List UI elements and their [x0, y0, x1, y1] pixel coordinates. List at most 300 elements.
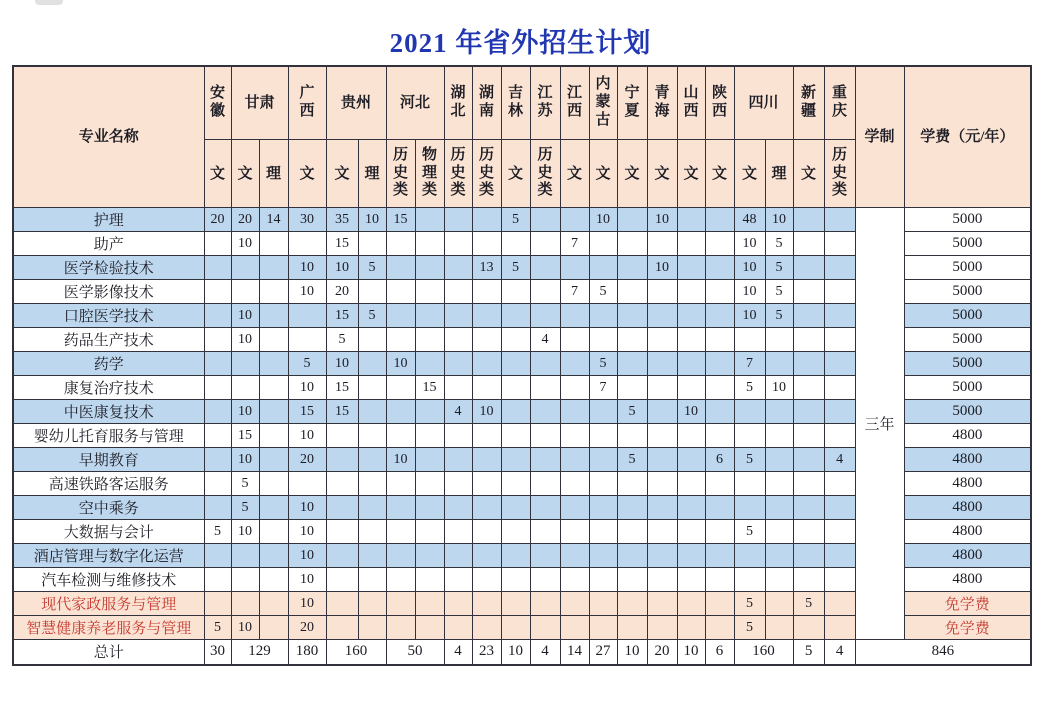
subject-header — [415, 140, 444, 208]
cell-shaanxi-wen — [705, 232, 734, 256]
cell-guizhou-wen: 10 — [326, 352, 358, 376]
cell-jilin-wen — [501, 592, 530, 616]
province-header-label: 吉林 — [508, 85, 524, 119]
cell-shaanxi-wen — [705, 616, 734, 640]
cell-shaanxi-wen — [705, 256, 734, 280]
cell-neimenggu-wen — [589, 616, 617, 640]
cell-guizhou-wen: 15 — [326, 400, 358, 424]
cell-gansu-li: 14 — [259, 208, 288, 232]
cell-guangxi-wen — [288, 472, 326, 496]
province-header: 河北 — [386, 66, 444, 140]
cell-chongqing-lishi — [824, 256, 855, 280]
cell-gansu-wen: 10 — [231, 448, 259, 472]
fee-cell: 5000 — [904, 280, 1031, 304]
row-label: 酒店管理与数字化运营 — [13, 544, 204, 568]
fee-cell: 4800 — [904, 472, 1031, 496]
row-label: 早期教育 — [13, 448, 204, 472]
cell-gansu-li — [259, 280, 288, 304]
cell-qinghai-wen — [647, 472, 677, 496]
cell-ningxia-wen — [617, 352, 647, 376]
cell-chongqing-lishi — [824, 304, 855, 328]
cell-guizhou-li — [358, 328, 386, 352]
cell-jiangxi-wen — [560, 520, 589, 544]
cell-neimenggu-wen: 5 — [589, 280, 617, 304]
cell-guizhou-wen — [326, 568, 358, 592]
cell-gansu-wen: 10 — [231, 232, 259, 256]
top-edge-artifact — [35, 0, 63, 5]
province-header — [677, 66, 705, 140]
cell-xinjiang-wen — [793, 568, 824, 592]
cell-sichuan-li: 5 — [765, 280, 793, 304]
cell-xinjiang-wen — [793, 232, 824, 256]
cell-qinghai-wen: 10 — [647, 256, 677, 280]
cell-qinghai-wen — [647, 376, 677, 400]
cell-jilin-wen — [501, 232, 530, 256]
row-label: 医学检验技术 — [13, 256, 204, 280]
cell-hunan-lishi — [472, 232, 501, 256]
cell-guizhou-wen — [326, 472, 358, 496]
cell-shaanxi-wen — [705, 208, 734, 232]
row-label: 助产 — [13, 232, 204, 256]
row-label: 药学 — [13, 352, 204, 376]
cell-gansu-li — [259, 544, 288, 568]
cell-hubei-lishi — [444, 304, 472, 328]
cell-hunan-lishi — [472, 376, 501, 400]
cell-neimenggu-wen — [589, 472, 617, 496]
cell-ningxia-wen — [617, 232, 647, 256]
cell-hebei-wuli — [415, 280, 444, 304]
total-cell: 30 — [204, 640, 231, 665]
cell-neimenggu-wen — [589, 304, 617, 328]
cell-guizhou-li: 5 — [358, 256, 386, 280]
province-header — [444, 66, 472, 140]
cell-gansu-li — [259, 256, 288, 280]
province-header — [501, 66, 530, 140]
cell-anhui-wen: 5 — [204, 616, 231, 640]
cell-sichuan-li: 10 — [765, 376, 793, 400]
province-header-label: 湖北 — [450, 85, 466, 119]
cell-hebei-wuli — [415, 472, 444, 496]
cell-hebei-lishi — [386, 400, 415, 424]
cell-hubei-lishi — [444, 256, 472, 280]
cell-jilin-wen — [501, 424, 530, 448]
subject-header — [824, 140, 855, 208]
cell-hubei-lishi — [444, 448, 472, 472]
cell-hunan-lishi — [472, 616, 501, 640]
cell-gansu-li — [259, 376, 288, 400]
cell-guizhou-li — [358, 520, 386, 544]
cell-shaanxi-wen — [705, 400, 734, 424]
cell-anhui-wen — [204, 304, 231, 328]
cell-gansu-wen: 5 — [231, 472, 259, 496]
cell-sichuan-wen: 5 — [734, 376, 765, 400]
cell-chongqing-lishi — [824, 496, 855, 520]
cell-hubei-lishi — [444, 208, 472, 232]
subject-header: 文 — [617, 140, 647, 208]
cell-guangxi-wen: 20 — [288, 616, 326, 640]
cell-jilin-wen — [501, 400, 530, 424]
province-header-label: 青海 — [654, 85, 670, 119]
cell-guangxi-wen: 10 — [288, 520, 326, 544]
fee-cell: 5000 — [904, 256, 1031, 280]
cell-gansu-wen — [231, 352, 259, 376]
total-cell: 6 — [705, 640, 734, 665]
total-cell: 129 — [231, 640, 288, 665]
cell-jiangxi-wen — [560, 208, 589, 232]
province-header — [204, 66, 231, 140]
cell-gansu-li — [259, 424, 288, 448]
cell-guizhou-wen: 35 — [326, 208, 358, 232]
subject-header: 文 — [589, 140, 617, 208]
cell-sichuan-wen: 10 — [734, 232, 765, 256]
cell-jiangsu-lishi — [530, 592, 560, 616]
cell-hebei-wuli — [415, 520, 444, 544]
cell-guizhou-wen — [326, 544, 358, 568]
cell-hebei-lishi — [386, 376, 415, 400]
cell-jiangxi-wen: 7 — [560, 232, 589, 256]
cell-hebei-wuli — [415, 304, 444, 328]
cell-jiangxi-wen — [560, 496, 589, 520]
subject-header-label: 历史类 — [479, 146, 495, 199]
subject-header-label: 历史类 — [537, 146, 553, 199]
cell-jiangxi-wen — [560, 400, 589, 424]
grand-total-cell: 846 — [855, 640, 1031, 665]
cell-shanxi-wen — [677, 376, 705, 400]
cell-hebei-wuli — [415, 496, 444, 520]
cell-gansu-li — [259, 592, 288, 616]
cell-ningxia-wen — [617, 376, 647, 400]
fee-cell: 4800 — [904, 544, 1031, 568]
cell-qinghai-wen — [647, 232, 677, 256]
cell-guizhou-li — [358, 472, 386, 496]
cell-chongqing-lishi — [824, 520, 855, 544]
province-header: 甘肃 — [231, 66, 288, 140]
cell-guizhou-wen — [326, 592, 358, 616]
cell-hebei-lishi — [386, 304, 415, 328]
subject-header: 文 — [501, 140, 530, 208]
cell-xinjiang-wen — [793, 304, 824, 328]
province-header — [617, 66, 647, 140]
cell-hebei-wuli — [415, 256, 444, 280]
cell-ningxia-wen — [617, 328, 647, 352]
cell-hebei-wuli — [415, 400, 444, 424]
cell-ningxia-wen — [617, 520, 647, 544]
cell-hebei-lishi — [386, 472, 415, 496]
cell-hunan-lishi — [472, 208, 501, 232]
subject-header-label: 历史类 — [832, 146, 848, 199]
province-header-label: 湖南 — [479, 85, 495, 119]
cell-xinjiang-wen — [793, 544, 824, 568]
cell-gansu-li — [259, 472, 288, 496]
cell-sichuan-wen — [734, 328, 765, 352]
total-cell: 23 — [472, 640, 501, 665]
cell-jilin-wen — [501, 280, 530, 304]
enrollment-table — [12, 65, 1032, 666]
cell-jiangxi-wen — [560, 352, 589, 376]
cell-shanxi-wen — [677, 496, 705, 520]
cell-chongqing-lishi — [824, 208, 855, 232]
cell-ningxia-wen — [617, 280, 647, 304]
cell-sichuan-li: 5 — [765, 304, 793, 328]
cell-sichuan-wen — [734, 544, 765, 568]
cell-xinjiang-wen — [793, 400, 824, 424]
cell-neimenggu-wen: 7 — [589, 376, 617, 400]
cell-gansu-wen: 10 — [231, 328, 259, 352]
cell-guangxi-wen: 10 — [288, 256, 326, 280]
cell-shaanxi-wen — [705, 472, 734, 496]
cell-sichuan-li — [765, 352, 793, 376]
total-cell: 5 — [793, 640, 824, 665]
cell-chongqing-lishi — [824, 424, 855, 448]
cell-jiangxi-wen — [560, 328, 589, 352]
cell-hubei-lishi — [444, 280, 472, 304]
cell-jilin-wen — [501, 496, 530, 520]
cell-anhui-wen — [204, 448, 231, 472]
cell-hebei-lishi — [386, 328, 415, 352]
cell-guizhou-wen — [326, 424, 358, 448]
cell-chongqing-lishi — [824, 544, 855, 568]
cell-hubei-lishi — [444, 232, 472, 256]
cell-hunan-lishi — [472, 448, 501, 472]
cell-xinjiang-wen — [793, 376, 824, 400]
cell-guizhou-li — [358, 400, 386, 424]
cell-guizhou-li — [358, 424, 386, 448]
province-header — [560, 66, 589, 140]
cell-sichuan-li — [765, 448, 793, 472]
cell-hunan-lishi — [472, 496, 501, 520]
cell-hunan-lishi — [472, 328, 501, 352]
province-header — [288, 66, 326, 140]
cell-guangxi-wen: 30 — [288, 208, 326, 232]
total-cell: 160 — [326, 640, 386, 665]
cell-sichuan-wen: 5 — [734, 592, 765, 616]
row-label: 康复治疗技术 — [13, 376, 204, 400]
cell-sichuan-li — [765, 328, 793, 352]
cell-guizhou-wen — [326, 616, 358, 640]
cell-gansu-wen: 10 — [231, 616, 259, 640]
cell-gansu-wen: 5 — [231, 496, 259, 520]
cell-guizhou-wen: 15 — [326, 232, 358, 256]
cell-shanxi-wen — [677, 328, 705, 352]
cell-qinghai-wen: 10 — [647, 208, 677, 232]
cell-hebei-lishi: 10 — [386, 448, 415, 472]
cell-sichuan-li — [765, 568, 793, 592]
cell-jiangsu-lishi — [530, 520, 560, 544]
cell-gansu-wen — [231, 376, 259, 400]
subject-header-label: 历史类 — [450, 146, 466, 199]
total-cell: 180 — [288, 640, 326, 665]
cell-xinjiang-wen — [793, 424, 824, 448]
cell-hebei-wuli — [415, 208, 444, 232]
cell-hebei-lishi — [386, 520, 415, 544]
cell-gansu-li — [259, 304, 288, 328]
cell-hunan-lishi — [472, 304, 501, 328]
cell-guizhou-li — [358, 592, 386, 616]
cell-gansu-li — [259, 496, 288, 520]
cell-jilin-wen — [501, 304, 530, 328]
province-header-label: 安徽 — [209, 85, 225, 119]
row-label: 中医康复技术 — [13, 400, 204, 424]
cell-qinghai-wen — [647, 352, 677, 376]
cell-guizhou-wen: 20 — [326, 280, 358, 304]
total-cell: 10 — [617, 640, 647, 665]
cell-shanxi-wen — [677, 208, 705, 232]
cell-ningxia-wen — [617, 424, 647, 448]
cell-sichuan-li — [765, 472, 793, 496]
province-header-label: 新疆 — [801, 85, 817, 119]
cell-chongqing-lishi — [824, 328, 855, 352]
cell-hunan-lishi — [472, 352, 501, 376]
cell-chongqing-lishi: 4 — [824, 448, 855, 472]
cell-sichuan-wen: 5 — [734, 616, 765, 640]
cell-qinghai-wen — [647, 496, 677, 520]
cell-shaanxi-wen — [705, 592, 734, 616]
subject-header: 理 — [259, 140, 288, 208]
cell-hunan-lishi — [472, 544, 501, 568]
cell-hebei-lishi: 10 — [386, 352, 415, 376]
total-cell: 160 — [734, 640, 793, 665]
cell-xinjiang-wen — [793, 280, 824, 304]
cell-guizhou-wen: 10 — [326, 256, 358, 280]
cell-ningxia-wen: 5 — [617, 400, 647, 424]
cell-hebei-wuli — [415, 328, 444, 352]
province-header — [589, 66, 617, 140]
cell-hebei-wuli — [415, 568, 444, 592]
cell-xinjiang-wen — [793, 448, 824, 472]
row-label: 医学影像技术 — [13, 280, 204, 304]
cell-jiangsu-lishi — [530, 616, 560, 640]
cell-sichuan-wen: 7 — [734, 352, 765, 376]
major-name-header: 专业名称 — [13, 66, 204, 208]
cell-shanxi-wen — [677, 352, 705, 376]
row-label: 汽车检测与维修技术 — [13, 568, 204, 592]
total-label: 总计 — [13, 640, 204, 665]
cell-hebei-wuli — [415, 424, 444, 448]
cell-guizhou-wen — [326, 448, 358, 472]
cell-guangxi-wen — [288, 304, 326, 328]
cell-guizhou-wen: 5 — [326, 328, 358, 352]
subject-header: 文 — [326, 140, 358, 208]
cell-jilin-wen: 5 — [501, 208, 530, 232]
cell-sichuan-wen — [734, 496, 765, 520]
cell-chongqing-lishi — [824, 280, 855, 304]
cell-ningxia-wen — [617, 304, 647, 328]
cell-hunan-lishi — [472, 568, 501, 592]
cell-hunan-lishi — [472, 592, 501, 616]
cell-jiangsu-lishi — [530, 232, 560, 256]
cell-gansu-wen — [231, 280, 259, 304]
cell-jiangsu-lishi — [530, 424, 560, 448]
cell-jilin-wen — [501, 472, 530, 496]
cell-guizhou-li — [358, 544, 386, 568]
cell-sichuan-li — [765, 616, 793, 640]
cell-anhui-wen — [204, 472, 231, 496]
cell-anhui-wen: 5 — [204, 520, 231, 544]
cell-anhui-wen — [204, 400, 231, 424]
cell-sichuan-li — [765, 496, 793, 520]
cell-hunan-lishi: 10 — [472, 400, 501, 424]
cell-shaanxi-wen — [705, 544, 734, 568]
cell-sichuan-wen — [734, 568, 765, 592]
cell-guizhou-li — [358, 496, 386, 520]
cell-shanxi-wen — [677, 448, 705, 472]
cell-guizhou-li — [358, 352, 386, 376]
cell-shaanxi-wen — [705, 304, 734, 328]
fee-cell: 4800 — [904, 496, 1031, 520]
subject-header: 文 — [231, 140, 259, 208]
subject-header: 理 — [358, 140, 386, 208]
subject-header: 文 — [204, 140, 231, 208]
province-header — [705, 66, 734, 140]
province-header-label: 内蒙古 — [595, 76, 611, 128]
cell-hunan-lishi — [472, 472, 501, 496]
cell-sichuan-wen: 5 — [734, 448, 765, 472]
cell-shanxi-wen — [677, 592, 705, 616]
cell-jiangsu-lishi — [530, 448, 560, 472]
cell-hebei-lishi — [386, 616, 415, 640]
subject-header — [444, 140, 472, 208]
cell-hubei-lishi — [444, 520, 472, 544]
cell-guangxi-wen: 10 — [288, 592, 326, 616]
row-label: 现代家政服务与管理 — [13, 592, 204, 616]
cell-sichuan-li: 5 — [765, 232, 793, 256]
total-cell: 4 — [824, 640, 855, 665]
cell-jilin-wen — [501, 544, 530, 568]
cell-shaanxi-wen — [705, 424, 734, 448]
cell-hebei-lishi — [386, 232, 415, 256]
cell-xinjiang-wen: 5 — [793, 592, 824, 616]
cell-chongqing-lishi — [824, 616, 855, 640]
cell-gansu-li — [259, 328, 288, 352]
cell-qinghai-wen — [647, 280, 677, 304]
cell-jilin-wen: 5 — [501, 256, 530, 280]
row-label: 大数据与会计 — [13, 520, 204, 544]
cell-neimenggu-wen — [589, 496, 617, 520]
cell-hubei-lishi — [444, 544, 472, 568]
cell-jiangsu-lishi: 4 — [530, 328, 560, 352]
cell-jiangxi-wen — [560, 304, 589, 328]
fee-cell: 4800 — [904, 448, 1031, 472]
cell-shaanxi-wen — [705, 520, 734, 544]
province-header-label: 江西 — [567, 85, 583, 119]
cell-neimenggu-wen — [589, 592, 617, 616]
cell-jiangsu-lishi — [530, 304, 560, 328]
row-label: 空中乘务 — [13, 496, 204, 520]
province-header — [824, 66, 855, 140]
cell-qinghai-wen — [647, 448, 677, 472]
cell-shanxi-wen — [677, 568, 705, 592]
cell-guangxi-wen: 10 — [288, 376, 326, 400]
total-cell: 27 — [589, 640, 617, 665]
cell-jiangsu-lishi — [530, 400, 560, 424]
cell-chongqing-lishi — [824, 472, 855, 496]
page-title: 2021 年省外招生计划 — [389, 28, 652, 58]
cell-gansu-wen: 10 — [231, 304, 259, 328]
cell-sichuan-wen — [734, 400, 765, 424]
cell-gansu-li — [259, 232, 288, 256]
fee-cell: 5000 — [904, 328, 1031, 352]
cell-jilin-wen — [501, 448, 530, 472]
cell-guizhou-li — [358, 280, 386, 304]
cell-hebei-wuli — [415, 232, 444, 256]
cell-hunan-lishi — [472, 280, 501, 304]
fee-cell: 4800 — [904, 568, 1031, 592]
cell-chongqing-lishi — [824, 400, 855, 424]
cell-shanxi-wen — [677, 472, 705, 496]
total-cell: 14 — [560, 640, 589, 665]
cell-sichuan-li — [765, 400, 793, 424]
cell-xinjiang-wen — [793, 256, 824, 280]
